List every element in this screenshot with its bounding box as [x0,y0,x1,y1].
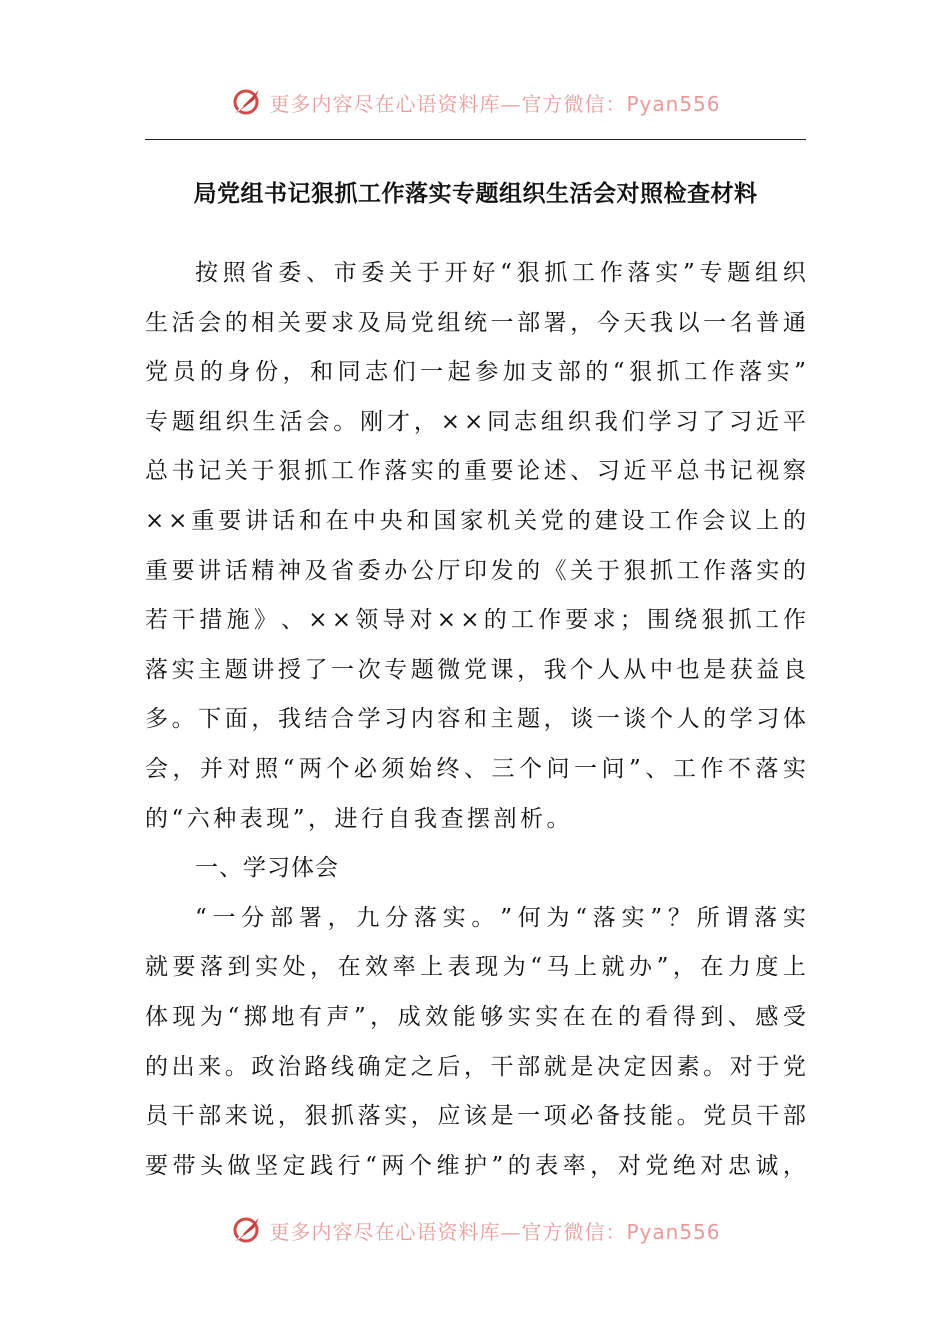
text-line: 生 活 会 的 相 关 要 求 及 局 党 组 统 一 部 署 ， 今 天 我 以 一 名 普 通 [145,309,806,336]
text-line: 重 要 讲 话 精 神 及 省 委 办 公 厅 印 发 的 《 关 于 狠 抓 工 作 落 实 的 [145,557,806,584]
text-line: 按 照 省 委 、 市 委 关 于 开 好 “ 狠 抓 工 作 落 实 ” 专 题 组 织 [195,260,806,286]
section-heading: 一、学习体会 [195,855,339,882]
document-title: 局党组书记狠抓工作落实专题组织生活会对照检查材料 [193,180,758,207]
text-line: 要 带 头 做 坚 定 践 行 “ 两 个 维 护 ” 的 表 率 ， 对 党 绝 对 忠 诚 ， [145,1152,806,1179]
text-line: 若 干 措 施 》 、 × × 领 导 对 × × 的 工 作 要 求 ； 围 绕 狠 抓 工 作 [145,607,806,634]
text-line: 员 干 部 来 说 ， 狠 抓 落 实 ， 应 该 是 一 项 必 备 技 能 。 党 员 干 部 [145,1103,806,1130]
footer-brand: 更多内容尽在心语资料库—官方微信：Pyan556 [269,1219,721,1244]
text-line: 多 。 下 面 ， 我 结 合 学 习 内 容 和 主 题 ， 谈 一 谈 个 人 的 学 习 体 [145,706,806,733]
text-line: 体 现 为 “ 掷 地 有 声 ” ， 成 效 能 够 实 实 在 在 的 看 得 到 、 感 受 [145,1003,806,1030]
text-line: 的“六种表现”，进行自我查摆剖析。 [145,805,574,832]
text-line: 总 书 记 关 于 狠 抓 工 作 落 实 的 重 要 论 述 、 习 近 平 总 书 记 视 察 [145,458,806,485]
text-line: 党 员 的 身 份 ， 和 同 志 们 一 起 参 加 支 部 的 “ 狠 抓 工 作 落 实 ” [145,359,806,386]
text-line: 落 实 主 题 讲 授 了 一 次 专 题 微 党 课 ， 我 个 人 从 中 也 是 获 益 良 [145,656,806,683]
text-line: × × 重 要 讲 话 和 在 中 央 和 国 家 机 关 党 的 建 设 工 作 会 议 上 的 [145,507,806,534]
text-line: 就 要 落 到 实 处 ， 在 效 率 上 表 现 为 “ 马 上 就 办 ” ， 在 力 度 上 [145,954,806,981]
page-footer [0,1210,950,1250]
header-divider [145,139,806,140]
text-line: “ 一 分 部 署 ， 九 分 落 实 。 ” 何 为 “ 落 实 ” ？ 所 谓 落 实 [195,904,806,931]
document-body [145,252,806,1194]
header-brand: 更多内容尽在心语资料库—官方微信：Pyan556 [269,91,721,116]
text-line: 专 题 组 织 生 活 会 。 刚 才 ， × × 同 志 组 织 我 们 学 习 了 习 近 平 [145,408,806,435]
text-line: 会 ， 并 对 照 “ 两 个 必 须 始 终 、 三 个 问 一 问 ” 、 工 作 不 落 实 [145,755,806,782]
quill-logo-icon [229,84,265,120]
quill-logo-icon [229,1212,265,1248]
page-header [0,82,950,122]
text-line: 的 出 来 。 政 治 路 线 确 定 之 后 ， 干 部 就 是 决 定 因 素 。 对 于 党 [145,1053,806,1080]
